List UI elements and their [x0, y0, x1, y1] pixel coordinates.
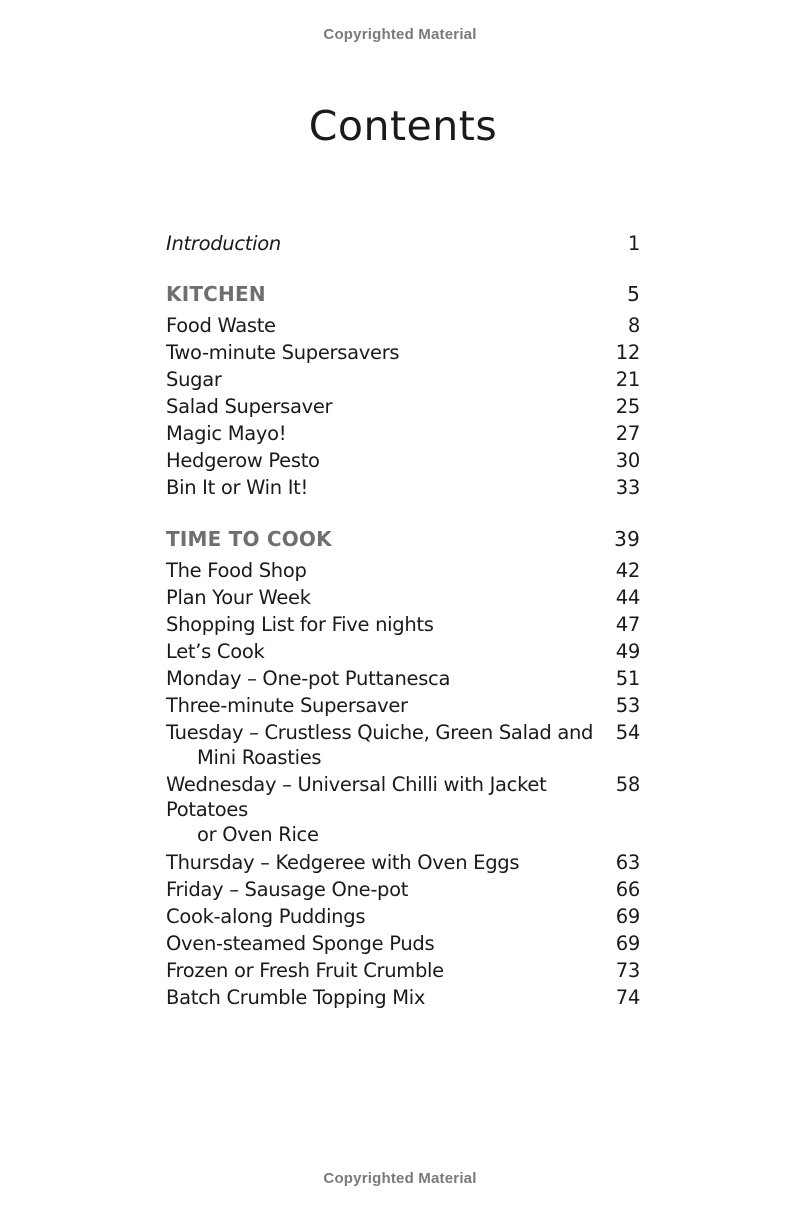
toc-entry[interactable] [166, 876, 640, 903]
toc-entry-label: Thursday – Kedgeree with Oven Eggs [166, 851, 520, 874]
toc-entry-page: 53 [615, 694, 640, 717]
toc-section-heading: KITCHEN [166, 282, 266, 306]
toc-entry[interactable] [166, 584, 640, 611]
toc-entry-page: 74 [615, 986, 640, 1009]
toc-entry[interactable] [166, 611, 640, 638]
toc-entry[interactable] [166, 903, 640, 930]
toc-entry-label-line2: or Oven Rice [197, 823, 319, 846]
toc-entry[interactable] [166, 312, 640, 339]
toc-entry-label: Frozen or Fresh Fruit Crumble [166, 959, 444, 982]
toc-entry-label: Hedgerow Pesto [166, 449, 320, 472]
toc-entry-page: 51 [615, 667, 640, 690]
toc-entry[interactable] [166, 772, 640, 847]
toc-entry-label-line1: Wednesday – Universal Chilli with Jacket Potatoes [166, 773, 547, 821]
toc-entry-label-line1: Tuesday – Crustless Quiche, Green Salad and [166, 721, 594, 744]
toc-entry-label [166, 772, 596, 847]
toc-entry-page: 12 [615, 341, 640, 364]
toc-entry-page: 66 [615, 878, 640, 901]
toc-entry-label: Friday – Sausage One-pot [166, 878, 409, 901]
toc-entry-label [166, 720, 596, 770]
toc-entry-label: Shopping List for Five nights [166, 613, 434, 636]
toc-entry-label: Salad Supersaver [166, 395, 333, 418]
toc-entry[interactable] [166, 849, 640, 876]
toc-entry-page: 33 [615, 476, 640, 499]
toc-entry-page: 25 [615, 395, 640, 418]
toc-entry-label: Two-minute Supersavers [166, 341, 400, 364]
toc-entry[interactable] [166, 420, 640, 447]
toc-entry-page: 58 [615, 773, 640, 796]
toc-entry[interactable] [166, 720, 640, 770]
toc-entry-page: 69 [615, 905, 640, 928]
copyright-watermark-bottom: Copyrighted Material [323, 1170, 477, 1187]
toc-entry-page: 21 [615, 368, 640, 391]
toc-entry[interactable] [166, 665, 640, 692]
toc-section-page: 39 [614, 527, 640, 551]
toc-entry-label: Let’s Cook [166, 640, 265, 663]
toc-entry-page: 49 [615, 640, 640, 663]
toc-entry-page: 1 [627, 232, 640, 255]
toc-entry[interactable] [166, 930, 640, 957]
toc-entry-label: Bin It or Win It! [166, 476, 309, 499]
toc-entry[interactable] [166, 447, 640, 474]
toc-entry-page: 73 [615, 959, 640, 982]
toc-entry[interactable] [166, 957, 640, 984]
toc-entry-page: 69 [615, 932, 640, 955]
page-title: Contents [308, 102, 498, 150]
toc-entry[interactable] [166, 638, 640, 665]
toc-entry-page: 42 [615, 559, 640, 582]
toc-entry-label: Magic Mayo! [166, 422, 287, 445]
toc-entry-label: Cook-along Puddings [166, 905, 366, 928]
toc-entry-label-line2: Mini Roasties [197, 746, 322, 769]
toc-entry-page: 27 [615, 422, 640, 445]
toc-section-heading: TIME TO COOK [166, 527, 332, 551]
toc-entry-label: Introduction [166, 232, 281, 255]
toc-entry[interactable] [166, 366, 640, 393]
toc-entry-label: Three-minute Supersaver [166, 694, 408, 717]
toc-entry[interactable] [166, 557, 640, 584]
table-of-contents [166, 230, 640, 1011]
toc-entry-page: 54 [615, 721, 640, 744]
toc-section-page: 5 [627, 282, 640, 306]
copyright-watermark-top: Copyrighted Material [323, 26, 477, 43]
toc-entry-label: Oven-steamed Sponge Puds [166, 932, 435, 955]
toc-entry-page: 30 [615, 449, 640, 472]
toc-entry[interactable] [166, 692, 640, 719]
toc-entry[interactable] [166, 474, 640, 501]
toc-entry-introduction[interactable] [166, 230, 640, 257]
toc-entry-page: 47 [615, 613, 640, 636]
toc-entry-label: Plan Your Week [166, 586, 311, 609]
toc-entry[interactable] [166, 339, 640, 366]
toc-entry-label: Monday – One-pot Puttanesca [166, 667, 451, 690]
toc-section-kitchen[interactable] [166, 281, 640, 308]
toc-entry[interactable] [166, 984, 640, 1011]
toc-section-time-to-cook[interactable] [166, 526, 640, 553]
toc-entry-label: Sugar [166, 368, 222, 391]
toc-entry-page: 44 [615, 586, 640, 609]
toc-entry-label: Batch Crumble Topping Mix [166, 986, 426, 1009]
toc-entry-page: 8 [627, 314, 640, 337]
toc-entry-label: Food Waste [166, 314, 276, 337]
toc-entry-label: The Food Shop [166, 559, 307, 582]
toc-entry-page: 63 [615, 851, 640, 874]
toc-entry[interactable] [166, 393, 640, 420]
